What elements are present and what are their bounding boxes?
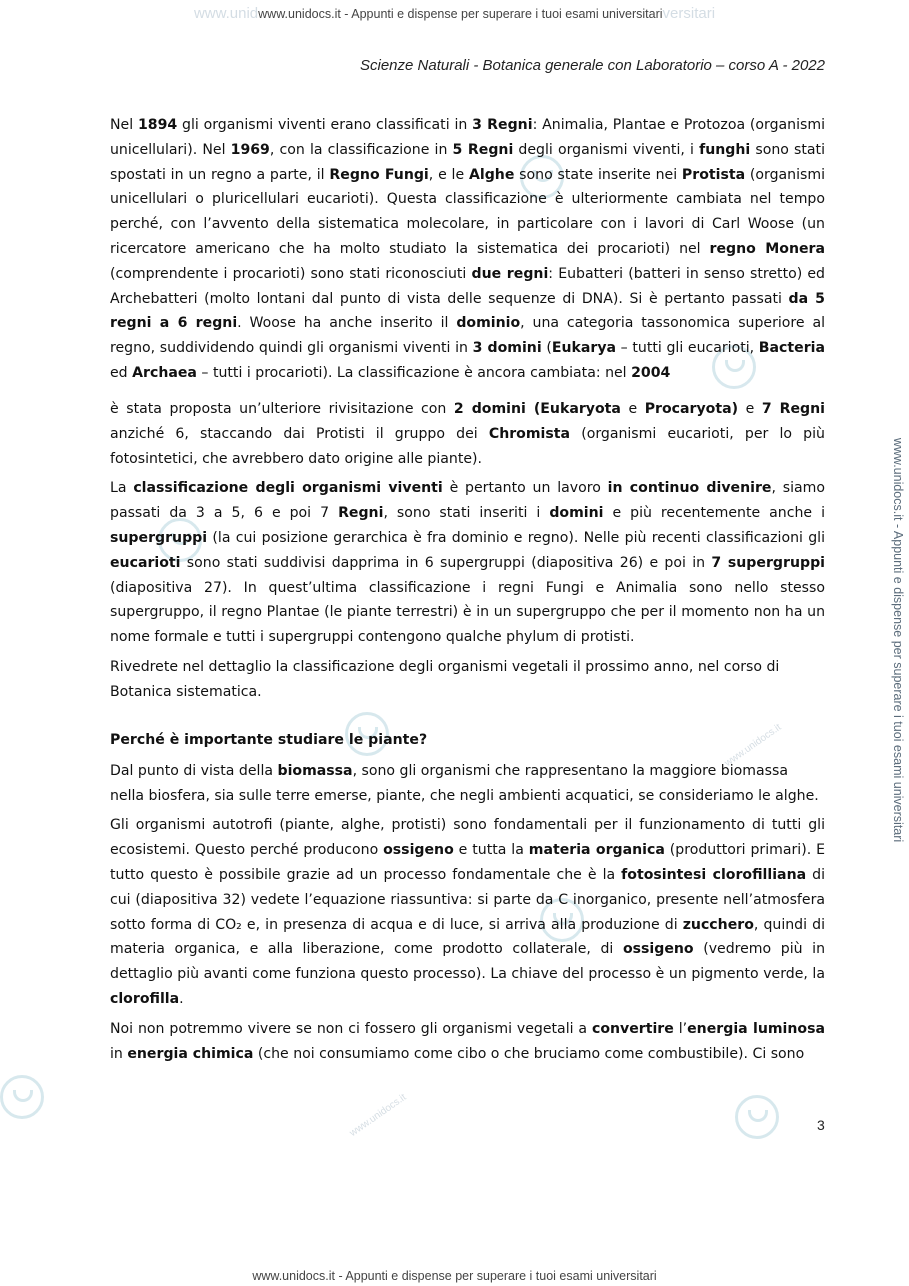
body-text-upper [110, 113, 825, 391]
paragraph-classification-history: Nel 1894 gli organismi viventi erano classificati in 3 Regni: Animalia, Plantae e Protozoa (organismi unicellulari). Nel 1969, con la classificazione in 5 Regni degli organismi viventi, i funghi sono stati spostati in un regno a parte, il Regno Fungi, e le Alghe sono state inserite nei Protista (organismi unicellulari o pluricellulari eucarioti). Questa classificazione è ulteriormente cambiata nel tempo perché, con l’avvento della sistematica molecolare, in particolare con i lavori di Carl Woose (un ricercatore americano che ha molto studiato la sistematica dei procarioti) nel regno Monera (comprendente i procarioti) sono stati riconosciuti due regni: Eubatteri (batteri in senso stretto) ed Archebatteri (molto lontani dal punto di vista delle sequenze di DNA). Si è pertanto passati da 5 regni a 6 regni. Woose ha anche inserito il dominio, una categoria tassonomica superiore al regno, suddividendo quindi gli organismi viventi in 3 domini (Eukarya – tutti gli eucarioti, Bacteria ed Archaea – tutti i procarioti). La classificazione è ancora cambiata: nel 2004 [110, 117, 826, 381]
body-text-lower [110, 728, 825, 1071]
watermark-diagonal: www.unidocs.it [722, 722, 784, 769]
body-text-middle [110, 397, 825, 710]
watermark-top-text: www.unidocs.it - Appunti e dispense per superare i tuoi esami universitari [258, 7, 663, 21]
paragraph-continuous-evolution: La classificazione degli organismi viventi è pertanto un lavoro in continuo divenire, siamo passati da 3 a 5, 6 e poi 7 Regni, sono stati inseriti i domini e più recentemente anche i supergruppi (la cui posizione gerarchica è fra dominio e regno). Nelle più recenti classificazioni gli eucarioti sono stati suddivisi dapprima in 6 supergruppi (diapositiva 26) e poi in 7 supergruppi (diapositiva 27). In quest’ultima classificazione i regni Fungi e Animalia sono nello stesso supergruppo, il regno Plantae (le piante terrestri) è in un supergruppo che per il momento non ha un nome formale e tutti i supergruppi contengono qualche phylum di protisti. [110, 480, 826, 646]
paragraph-2004-revision: è stata proposta un’ulteriore rivisitazione con 2 domini (Eukaryota e Procaryota) e 7 Regni anziché 6, staccando dai Protisti il gruppo dei Chromista (organismi eucarioti, per lo più fotosintetici, che avrebbero dato origine alle piante). [110, 401, 825, 467]
watermark-faint-left: www.unid [193, 5, 259, 22]
paragraph-autotrophs: Gli organismi autotrofi (piante, alghe, protisti) sono fondamentali per il funzionamento di tutti gli ecosistemi. Questo perché producono ossigeno e tutta la materia organica (produttori primari). E tutto questo è possibile grazie ad un processo fondamentale che è la fotosintesi clorofilliana di cui (diapositiva 32) vedete l’equazione riassuntiva: si parte da C inorganico, presente nell’atmosfera sotto forma di CO₂ e, in presenza di acqua e di luce, si arriva alla produzione di zucchero, quindi di materia organica, e alla liberazione, come prodotto collaterale, di ossigeno (vedremo più in dettaglio più avanti come funziona questo processo). La chiave del processo è un pigmento verde, la clorofilla. [110, 817, 826, 1007]
watermark-top [0, 5, 909, 22]
document-header: Scienze Naturali - Botanica generale con Laboratorio – corso A - 2022 [360, 57, 825, 74]
section-heading: Perché è importante studiare le piante? [110, 732, 428, 748]
watermark-faint-right: versitari [662, 5, 716, 22]
watermark-diagonal: www.unidocs.it [347, 1092, 409, 1139]
page-number: 3 [817, 1117, 825, 1133]
paragraph-biomass: Dal punto di vista della biomassa, sono gli organismi che rappresentano la maggiore biomassa nella biosfera, sia sulle terre emerse, piante, che negli ambienti acquatici, se consideriamo le alghe. [110, 762, 819, 804]
watermark-logo-icon [0, 1075, 44, 1119]
watermark-right-side: www.unidocs.it - Appunti e dispense per superare i tuoi esami universitari [891, 437, 905, 843]
watermark-bottom [0, 1269, 909, 1283]
watermark-logo-icon [735, 1095, 779, 1139]
paragraph-energy-conversion: Noi non potremmo vivere se non ci fossero gli organismi vegetali a convertire l’energia luminosa in energia chimica (che noi consumiamo come cibo o che bruciamo come combustibile). Ci sono [110, 1020, 825, 1062]
watermark-bottom-text: www.unidocs.it - Appunti e dispense per superare i tuoi esami universitari [252, 1269, 657, 1283]
paragraph-systematic-botany: Rivedrete nel dettaglio la classificazione degli organismi vegetali il prossimo anno, nel corso di Botanica sistematica. [110, 658, 780, 700]
